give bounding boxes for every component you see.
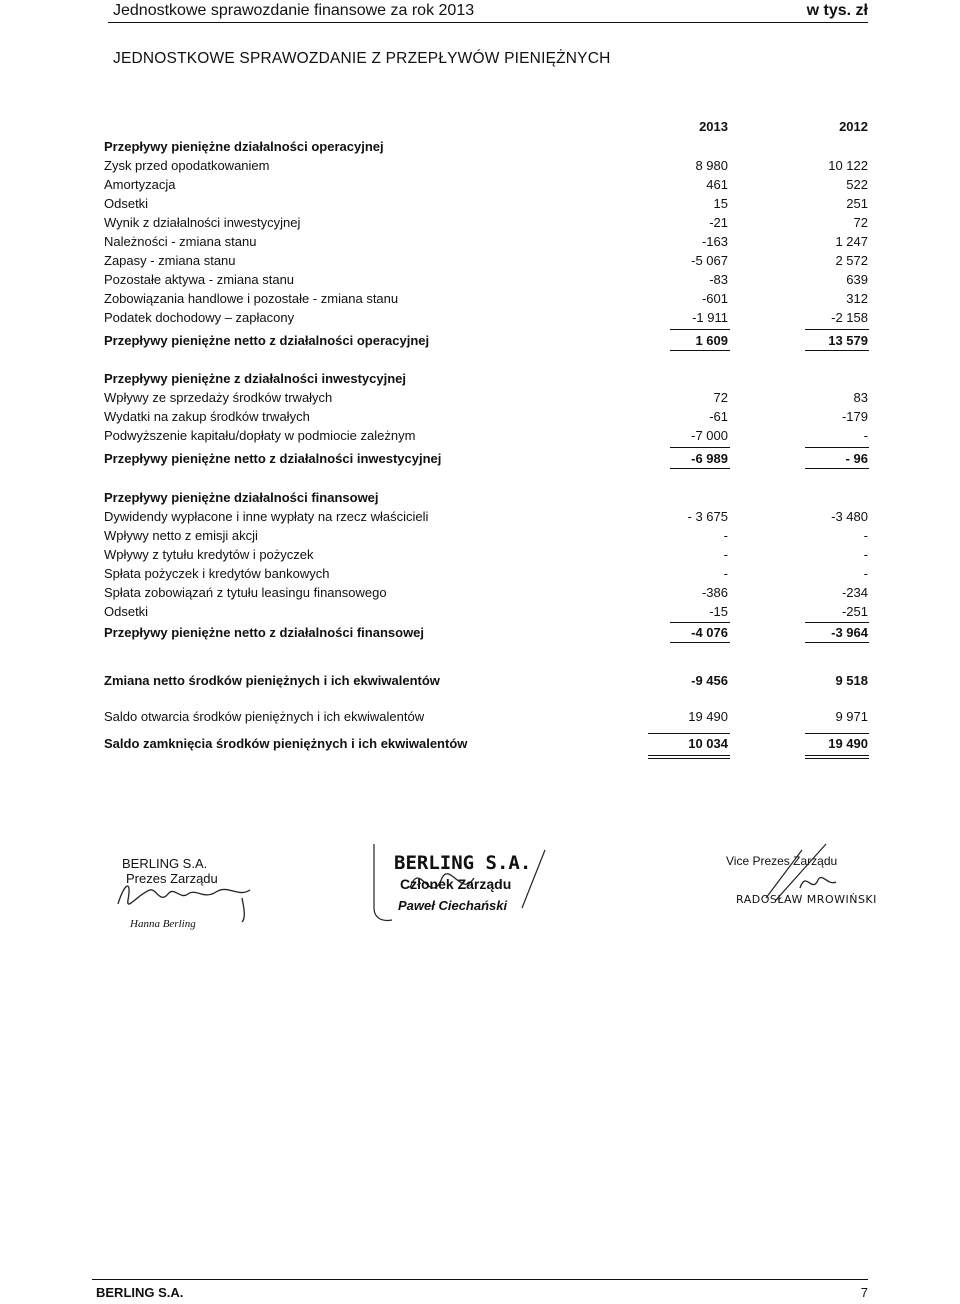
signature-stamp-right bbox=[706, 840, 876, 920]
value-2013: -163 bbox=[701, 234, 728, 249]
total-2013: -6 989 bbox=[691, 451, 728, 466]
value-2012: -3 480 bbox=[831, 509, 868, 524]
section-heading: Przepływy pieniężne działalności finansowej bbox=[104, 490, 379, 505]
financing-heading bbox=[104, 488, 870, 507]
value-2013: 8 980 bbox=[695, 158, 728, 173]
value-2013: - 3 675 bbox=[687, 509, 728, 524]
total-2012: - 96 bbox=[845, 451, 868, 466]
value-2013: -1 911 bbox=[692, 310, 728, 325]
total-row bbox=[104, 623, 870, 642]
row-label: Spłata zobowiązań z tytułu leasingu finansowego bbox=[104, 585, 387, 600]
currency-unit: w tys. zł bbox=[806, 2, 868, 19]
row-label: Należności - zmiana stanu bbox=[104, 234, 257, 249]
stamp-company: BERLING S.A. bbox=[394, 852, 532, 874]
value-2013: 19 490 bbox=[688, 709, 728, 724]
stamp-name: Hanna Berling bbox=[130, 918, 196, 930]
total-label: Przepływy pieniężne netto z działalności finansowej bbox=[104, 625, 425, 640]
row-label: Odsetki bbox=[104, 196, 149, 211]
double-rule bbox=[805, 758, 869, 759]
value-2013: 72 bbox=[713, 390, 728, 405]
total-row bbox=[104, 331, 870, 350]
signature-stamp-left bbox=[110, 856, 280, 946]
row-label: Spłata pożyczek i kredytów bankowych bbox=[104, 566, 330, 581]
value-2013: -386 bbox=[701, 585, 728, 600]
value-2013: -15 bbox=[709, 604, 728, 619]
total-label: Zmiana netto środków pieniężnych i ich ekwiwalentów bbox=[104, 673, 440, 688]
subtotal-rule bbox=[805, 329, 869, 330]
double-rule bbox=[648, 755, 730, 756]
row-label: Podatek dochodowy – zapłacony bbox=[104, 310, 295, 325]
table-row bbox=[104, 545, 870, 564]
row-label: Wynik z działalności inwestycyjnej bbox=[104, 215, 301, 230]
row-label: Zobowiązania handlowe i pozostałe - zmiana stanu bbox=[104, 291, 399, 306]
value-2012: - bbox=[863, 566, 868, 581]
total-2013: -4 076 bbox=[691, 625, 728, 640]
table-row bbox=[104, 194, 870, 213]
total-2012: 13 579 bbox=[828, 333, 868, 348]
table-row bbox=[104, 308, 870, 327]
total-rule bbox=[670, 350, 730, 351]
stamp-name: RADOSŁAW MROWIŃSKI bbox=[736, 893, 877, 906]
table-row bbox=[104, 602, 870, 621]
total-rule bbox=[670, 468, 730, 469]
total-label: Saldo zamknięcia środków pieniężnych i ich ekwiwalentów bbox=[104, 736, 468, 751]
page-number: 7 bbox=[860, 1285, 868, 1300]
table-row bbox=[104, 507, 870, 526]
row-label: Pozostałe aktywa - zmiana stanu bbox=[104, 272, 295, 287]
row-label: Podwyższenie kapitału/dopłaty w podmiocie zależnym bbox=[104, 428, 416, 443]
opening-balance-row bbox=[104, 707, 870, 726]
stamp-role: Członek Zarządu bbox=[400, 876, 512, 892]
row-label: Saldo otwarcia środków pieniężnych i ich ekwiwalentów bbox=[104, 709, 425, 724]
investing-heading bbox=[104, 369, 870, 388]
value-2012: 83 bbox=[853, 390, 868, 405]
section-heading: Przepływy pieniężne działalności operacyjnej bbox=[104, 139, 384, 154]
header-rule bbox=[108, 22, 868, 23]
value-2012: 312 bbox=[846, 291, 868, 306]
value-2012: 72 bbox=[853, 215, 868, 230]
total-2013: 1 609 bbox=[695, 333, 728, 348]
value-2013: -83 bbox=[709, 272, 728, 287]
stamp-name: Paweł Ciechański bbox=[398, 898, 508, 913]
row-label: Wpływy ze sprzedaży środków trwałych bbox=[104, 390, 333, 405]
table-row bbox=[104, 407, 870, 426]
stamp-company: BERLING S.A. bbox=[122, 856, 208, 871]
total-rule bbox=[805, 642, 869, 643]
table-row bbox=[104, 156, 870, 175]
signature-stamp-middle bbox=[370, 838, 550, 928]
subtotal-rule bbox=[670, 447, 730, 448]
row-label: Odsetki bbox=[104, 604, 149, 619]
value-2013: -7 000 bbox=[691, 428, 728, 443]
value-2012: - bbox=[863, 528, 868, 543]
value-2012: 2 572 bbox=[835, 253, 868, 268]
closing-balance-row bbox=[104, 734, 870, 753]
subtotal-rule bbox=[670, 329, 730, 330]
value-2012: -179 bbox=[841, 409, 868, 424]
column-2013: 2013 bbox=[699, 119, 728, 134]
total-2012: 19 490 bbox=[828, 736, 868, 751]
table-row bbox=[104, 213, 870, 232]
table-row bbox=[104, 251, 870, 270]
value-2013: - bbox=[723, 528, 728, 543]
value-2013: 461 bbox=[706, 177, 728, 192]
total-2013: 10 034 bbox=[688, 736, 728, 751]
row-label: Wpływy z tytułu kredytów i pożyczek bbox=[104, 547, 314, 562]
handwritten-signature bbox=[706, 840, 876, 920]
value-2013: 15 bbox=[713, 196, 728, 211]
table-row bbox=[104, 526, 870, 545]
table-row bbox=[104, 175, 870, 194]
footer-company: BERLING S.A. bbox=[96, 1285, 184, 1300]
value-2013: -61 bbox=[709, 409, 728, 424]
value-2013: -5 067 bbox=[691, 253, 728, 268]
value-2012: 9 971 bbox=[835, 709, 868, 724]
double-rule bbox=[805, 755, 869, 756]
row-label: Amortyzacja bbox=[104, 177, 176, 192]
value-2012: 251 bbox=[846, 196, 868, 211]
value-2013: - bbox=[723, 566, 728, 581]
row-label: Zysk przed opodatkowaniem bbox=[104, 158, 270, 173]
total-label: Przepływy pieniężne netto z działalności inwestycyjnej bbox=[104, 451, 442, 466]
column-2012: 2012 bbox=[839, 119, 868, 134]
table-row bbox=[104, 426, 870, 445]
row-label: Wpływy netto z emisji akcji bbox=[104, 528, 258, 543]
total-rule bbox=[805, 468, 869, 469]
footer-rule bbox=[92, 1279, 868, 1280]
row-label: Dywidendy wypłacone i inne wypłaty na rzecz właścicieli bbox=[104, 509, 429, 524]
net-change-row bbox=[104, 671, 870, 690]
table-row bbox=[104, 289, 870, 308]
subtotal-rule bbox=[805, 447, 869, 448]
handwritten-signature bbox=[110, 864, 280, 924]
value-2012: - bbox=[863, 547, 868, 562]
report-header-title: Jednostkowe sprawozdanie finansowe za rok 2013 bbox=[113, 2, 475, 19]
table-row bbox=[104, 232, 870, 251]
value-2012: -2 158 bbox=[831, 310, 868, 325]
document-title: JEDNOSTKOWE SPRAWOZDANIE Z PRZEPŁYWÓW PIENIĘŻNYCH bbox=[113, 50, 611, 67]
column-header-row bbox=[104, 117, 870, 136]
value-2013: - bbox=[723, 547, 728, 562]
value-2012: -251 bbox=[841, 604, 868, 619]
row-label: Zapasy - zmiana stanu bbox=[104, 253, 236, 268]
value-2012: 10 122 bbox=[828, 158, 868, 173]
total-2013: -9 456 bbox=[691, 673, 728, 688]
value-2012: 522 bbox=[846, 177, 868, 192]
total-rule bbox=[805, 350, 869, 351]
total-2012: -3 964 bbox=[831, 625, 868, 640]
total-2012: 9 518 bbox=[835, 673, 868, 688]
table-row bbox=[104, 270, 870, 289]
total-label: Przepływy pieniężne netto z działalności operacyjnej bbox=[104, 333, 430, 348]
table-row bbox=[104, 583, 870, 602]
total-row bbox=[104, 449, 870, 468]
stamp-role: Vice Prezes Zarządu bbox=[726, 854, 838, 868]
value-2012: 639 bbox=[846, 272, 868, 287]
double-rule bbox=[648, 758, 730, 759]
operating-heading bbox=[104, 137, 870, 156]
total-rule bbox=[670, 642, 730, 643]
row-label: Wydatki na zakup środków trwałych bbox=[104, 409, 310, 424]
value-2012: - bbox=[863, 428, 868, 443]
section-heading: Przepływy pieniężne z działalności inwestycyjnej bbox=[104, 371, 406, 386]
value-2013: -21 bbox=[709, 215, 728, 230]
value-2012: -234 bbox=[841, 585, 868, 600]
stamp-role: Prezes Zarządu bbox=[126, 871, 218, 886]
value-2013: -601 bbox=[701, 291, 728, 306]
table-row bbox=[104, 564, 870, 583]
table-row bbox=[104, 388, 870, 407]
value-2012: 1 247 bbox=[835, 234, 868, 249]
